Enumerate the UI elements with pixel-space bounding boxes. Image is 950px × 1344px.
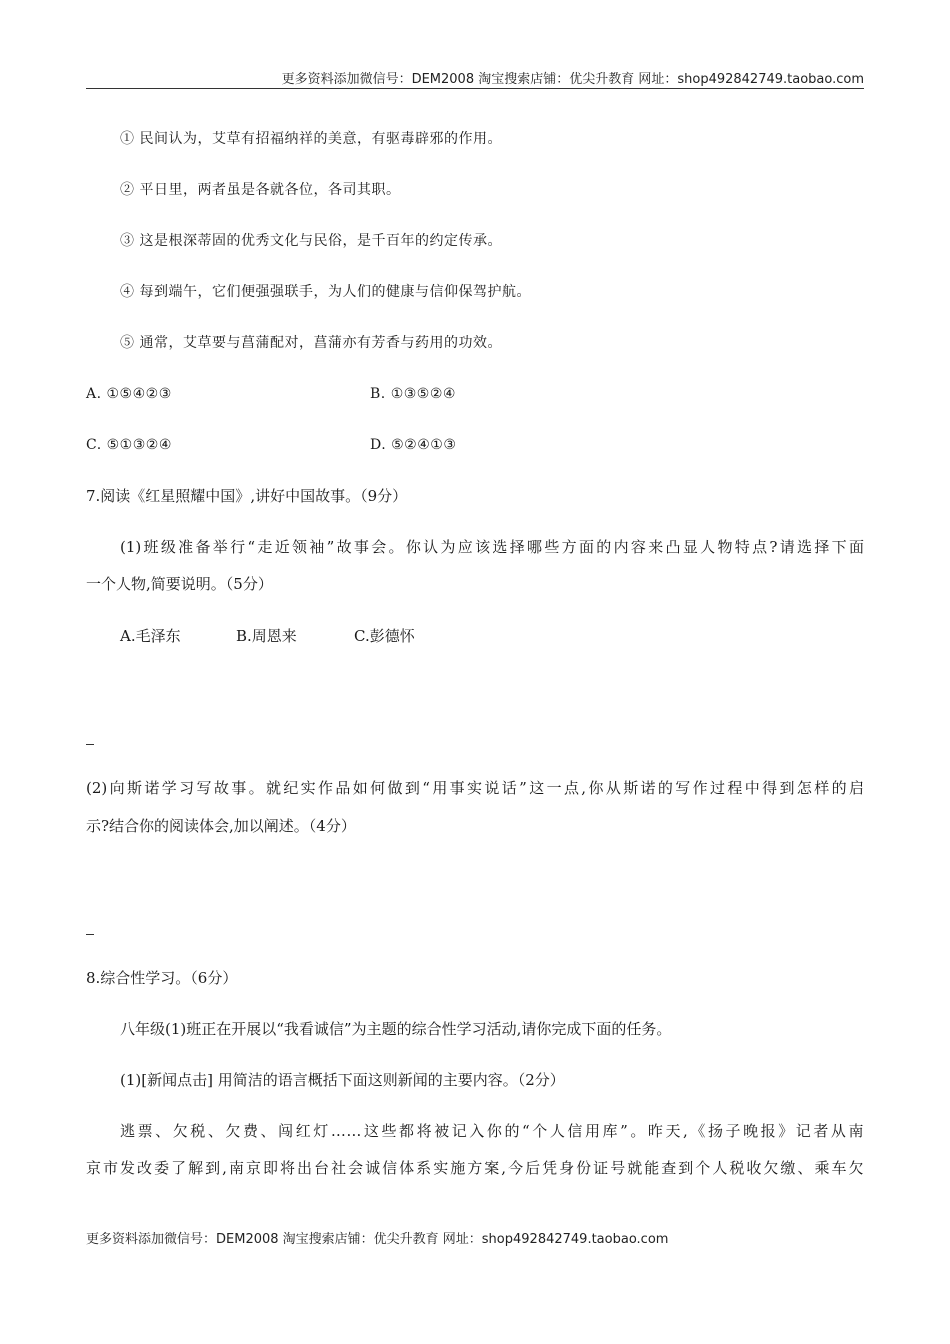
q6-sentence-1: ① 民间认为，艾草有招福纳祥的美意，有驱毒辟邪的作用。 (120, 131, 502, 147)
q8-intro: 八年级(1)班正在开展以“我看诚信”为主题的综合性学习活动,请你完成下面的任务。 (120, 1020, 672, 1038)
q7-part1-line1: (1)班级准备举行“走近领袖”故事会。你认为应该选择哪些方面的内容来凸显人物特点?请选择下面 (120, 538, 864, 556)
q6-sentence-2: ② 平日里，两者虽是各就各位，各司其职。 (120, 182, 401, 198)
header-divider (86, 88, 864, 89)
q7-part2-line1: (2)向斯诺学习写故事。就纪实作品如何做到“用事实说话”这一点,你从斯诺的写作过程中得到怎样的启 (86, 779, 864, 797)
q8-title: 8.综合性学习。（6分） (86, 969, 238, 987)
q7-part2-line2: 示?结合你的阅读体会,加以阐述。（4分） (86, 817, 356, 835)
q8-news-line1: 逃票、欠税、欠费、闯红灯……这些都将被记入你的“个人信用库”。昨天,《扬子晚报》记者从南 (120, 1122, 864, 1140)
q6-sentence-5: ⑤ 通常，艾草要与菖蒲配对，菖蒲亦有芳香与药用的功效。 (120, 335, 502, 351)
q7-part1-line2: 一个人物,简要说明。（5分） (86, 575, 273, 593)
q7-choice-b: B.周恩来 (236, 627, 297, 645)
q7-title: 7.阅读《红星照耀中国》,讲好中国故事。（9分） (86, 487, 408, 505)
q6-option-a: A. ①⑤④②③ (86, 386, 172, 402)
q6-option-b: B. ①③⑤②④ (370, 386, 456, 402)
q7-choice-a: A.毛泽东 (120, 627, 181, 645)
q7-part1-answer-blank[interactable] (86, 744, 94, 745)
q6-sentence-3: ③ 这是根深蒂固的优秀文化与民俗，是千百年的约定传承。 (120, 233, 502, 249)
q8-part1: (1)[新闻点击] 用简洁的语言概括下面这则新闻的主要内容。（2分） (120, 1071, 565, 1089)
q7-part2-answer-blank[interactable] (86, 934, 94, 935)
q6-option-c: C. ⑤①③②④ (86, 437, 172, 453)
q6-option-d: D. ⑤②④①③ (370, 437, 457, 453)
q8-news-line2: 京市发改委了解到,南京即将出台社会诚信体系实施方案,今后凭身份证号就能查到个人税收欠缴、乘车欠 (86, 1159, 864, 1177)
q7-choice-c: C.彭德怀 (354, 627, 415, 645)
page-footer: 更多资料添加微信号：DEM2008 淘宝搜索店铺：优尖升教育 网址：shop492842749.taobao.com (86, 1232, 669, 1247)
q6-sentence-4: ④ 每到端午，它们便强强联手，为人们的健康与信仰保驾护航。 (120, 284, 531, 300)
page-header: 更多资料添加微信号：DEM2008 淘宝搜索店铺：优尖升教育 网址：shop492842749.taobao.com (281, 72, 864, 87)
